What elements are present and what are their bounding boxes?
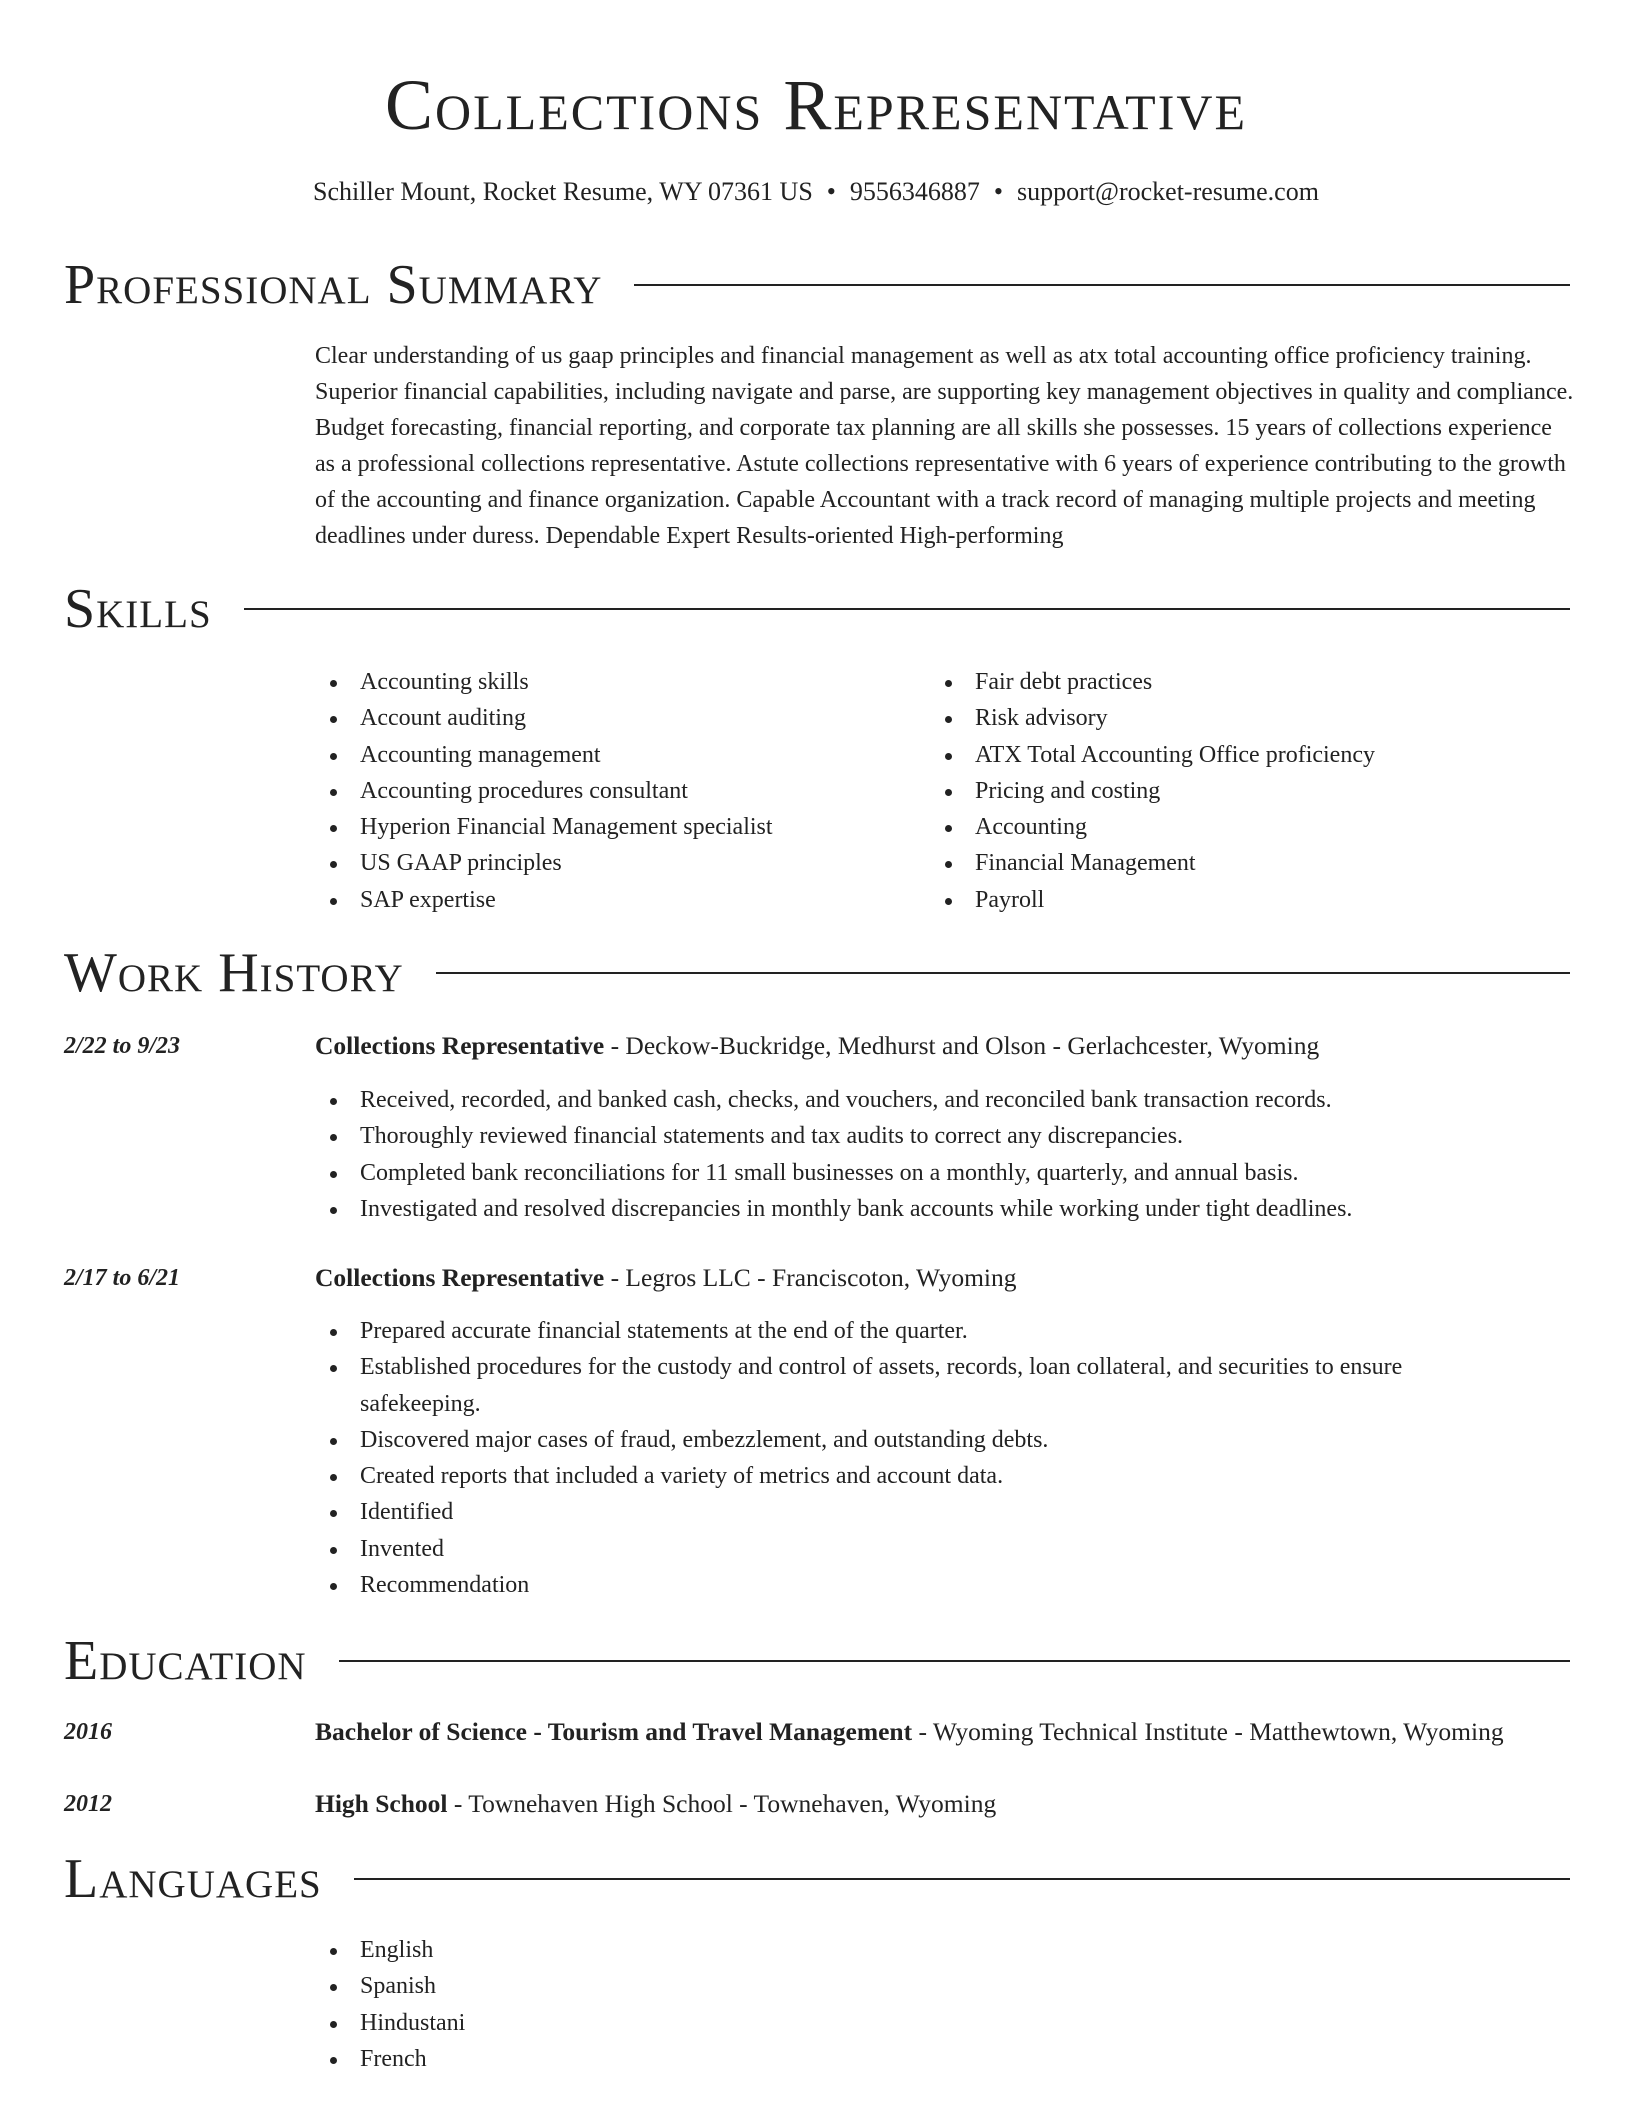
contact-separator: • xyxy=(826,177,836,206)
education-degree: Bachelor of Science - Tourism and Travel Management xyxy=(315,1717,913,1746)
resume-name: Collections Representative xyxy=(385,65,1247,145)
job-dates: 2/22 to 9/23 xyxy=(64,1033,181,1059)
contact-phone: 9556346887 xyxy=(849,177,980,206)
education-line xyxy=(315,1786,996,1822)
language-item: French xyxy=(315,2041,1515,2077)
section-divider xyxy=(354,1878,1570,1880)
skill-item: Accounting procedures consultant xyxy=(315,773,915,809)
languages-list xyxy=(315,1932,1515,2077)
education-line xyxy=(315,1714,1504,1750)
job-title-line xyxy=(315,1028,1319,1064)
job-title: Collections Representative xyxy=(315,1263,605,1292)
section-divider xyxy=(339,1660,1570,1662)
education-year: 2012 xyxy=(64,1791,112,1817)
section-title-summary: Professional Summary xyxy=(64,254,603,316)
skills-column-right xyxy=(930,664,1530,918)
section-title-languages: Languages xyxy=(64,1848,322,1910)
job-bullet: Established procedures for the custody and control of assets, records, loan collateral, and securities to ensure safekeeping. xyxy=(315,1349,1515,1422)
skill-item: SAP expertise xyxy=(315,882,915,918)
section-title-education: Education xyxy=(64,1630,307,1692)
section-divider xyxy=(244,608,1570,610)
contact-line xyxy=(0,172,1632,212)
job-bullet: Investigated and resolved discrepancies in monthly bank accounts while working under tight deadlines. xyxy=(315,1191,1515,1227)
job-bullet: Identified xyxy=(315,1494,1515,1530)
education-details: - Wyoming Technical Institute - Matthewtown, Wyoming xyxy=(912,1717,1504,1746)
skill-item: Accounting management xyxy=(315,737,915,773)
contact-email[interactable]: support@rocket-resume.com xyxy=(1017,177,1319,206)
skill-item: Accounting skills xyxy=(315,664,915,700)
section-header-work xyxy=(64,940,1570,1006)
section-divider xyxy=(436,972,1570,974)
skill-item: Fair debt practices xyxy=(930,664,1530,700)
job-bullets xyxy=(315,1082,1515,1227)
skill-item: Payroll xyxy=(930,882,1530,918)
contact-address: Schiller Mount, Rocket Resume, WY 07361 US xyxy=(313,177,813,206)
job-bullet: Received, recorded, and banked cash, checks, and vouchers, and reconciled bank transaction records. xyxy=(315,1082,1515,1118)
skills-column-left xyxy=(315,664,915,918)
section-header-skills xyxy=(64,576,1570,642)
job-bullet: Prepared accurate financial statements at the end of the quarter. xyxy=(315,1313,1515,1349)
job-title: Collections Representative xyxy=(315,1031,605,1060)
skill-item: ATX Total Accounting Office proficiency xyxy=(930,737,1530,773)
language-item: Spanish xyxy=(315,1968,1515,2004)
skill-item: Accounting xyxy=(930,809,1530,845)
section-title-skills: Skills xyxy=(64,578,212,640)
job-bullet: Thoroughly reviewed financial statements and tax audits to correct any discrepancies. xyxy=(315,1118,1515,1154)
section-header-languages xyxy=(64,1846,1570,1912)
language-item: Hindustani xyxy=(315,2005,1515,2041)
education-details: - Townehaven High School - Townehaven, Wyoming xyxy=(447,1789,997,1818)
job-bullet: Recommendation xyxy=(315,1567,1515,1603)
job-bullet: Completed bank reconciliations for 11 small businesses on a monthly, quarterly, and annual basis. xyxy=(315,1155,1515,1191)
job-bullets xyxy=(315,1313,1515,1603)
education-year: 2016 xyxy=(64,1719,112,1745)
job-details: - Deckow-Buckridge, Medhurst and Olson - Gerlachcester, Wyoming xyxy=(604,1031,1320,1060)
skill-item: Pricing and costing xyxy=(930,773,1530,809)
skill-item: US GAAP principles xyxy=(315,845,915,881)
contact-separator: • xyxy=(993,177,1004,206)
job-bullet: Discovered major cases of fraud, embezzlement, and outstanding debts. xyxy=(315,1422,1515,1458)
skill-item: Financial Management xyxy=(930,845,1530,881)
summary-text: Clear understanding of us gaap principles and financial management as well as atx total accounting office proficiency training. Superior financial capabilities, including navigate and parse, are supporting key management objectives in quality and compliance. Budget forecasting, financial reporting, and corporate tax planning are all skills she possesses. 15 years of collections experience as a professional collections representative. Astute collections representative with 6 years of experience contributing to the growth of the accounting and finance organization. Capable Accountant with a track record of managing multiple projects and meeting deadlines under duress. Dependable Expert Results-oriented High-performing xyxy=(315,343,1574,549)
skill-item: Account auditing xyxy=(315,700,915,736)
section-divider xyxy=(634,284,1570,286)
skill-item: Risk advisory xyxy=(930,700,1530,736)
job-bullet: Created reports that included a variety of metrics and account data. xyxy=(315,1458,1515,1494)
section-header-education xyxy=(64,1628,1570,1694)
job-details: - Legros LLC - Franciscoton, Wyoming xyxy=(604,1263,1017,1292)
skill-item: Hyperion Financial Management specialist xyxy=(315,809,915,845)
education-degree: High School xyxy=(315,1789,448,1818)
job-title-line xyxy=(315,1260,1016,1296)
job-bullet: Invented xyxy=(315,1531,1515,1567)
section-title-work: Work History xyxy=(64,942,404,1004)
job-dates: 2/17 to 6/21 xyxy=(64,1265,181,1291)
section-header-summary xyxy=(64,252,1570,318)
language-item: English xyxy=(315,1932,1515,1968)
